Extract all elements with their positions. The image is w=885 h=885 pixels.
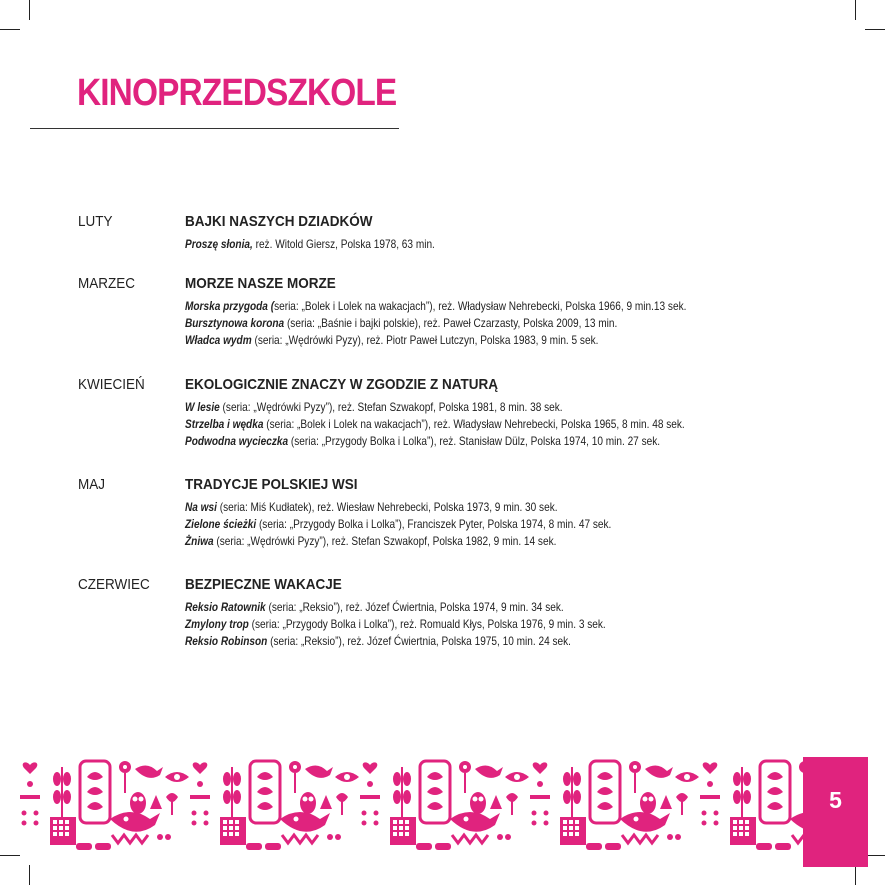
- folk-pattern-icon: [0, 757, 803, 867]
- film-details: (seria: Miś Kudłatek), reż. Wiesław Nehrebecki, Polska 1973, 9 min. 30 sek.: [216, 500, 558, 514]
- film-entry: [185, 332, 723, 349]
- film-title: Proszę słonia,: [185, 237, 253, 251]
- crop-mark: [29, 865, 30, 885]
- film-entry: [185, 399, 723, 416]
- film-title: Morska przygoda (: [185, 299, 275, 313]
- section-heading: MORZE NASZE MORZE: [185, 275, 336, 292]
- film-details: (seria: „Wędrówki Pyzy”), reż. Stefan Szwakopf, Polska 1982, 9 min. 14 sek.: [213, 534, 557, 548]
- film-entry: [185, 499, 723, 516]
- film-details: reż. Witold Giersz, Polska 1978, 63 min.: [252, 237, 435, 251]
- film-details: (seria: „Przygody Bolka i Lolka”), Franciszek Pyter, Polska 1974, 8 min. 47 sek.: [256, 517, 612, 531]
- page-number: 5: [829, 787, 842, 813]
- film-title: W lesie: [185, 400, 220, 414]
- section-content: [185, 476, 825, 550]
- film-entry: [185, 516, 723, 533]
- film-title: Na wsi: [185, 500, 217, 514]
- film-title: Władca wydm: [185, 333, 252, 347]
- section-content: [185, 376, 825, 450]
- film-details: (seria: „Bolek i Lolek na wakacjach”), reż. Władysław Nehrebecki, Polska 1965, 8 min. 48 sek.: [263, 417, 685, 431]
- crop-mark: [865, 29, 885, 30]
- film-entry: [185, 433, 723, 450]
- film-details: (seria: „Reksio”), reż. Józef Ćwiertnia, Polska 1974, 9 min. 34 sek.: [265, 600, 564, 614]
- film-details: (seria: „Przygody Bolka i Lolka”), reż. Romuald Kłys, Polska 1976, 9 min. 3 sek.: [248, 617, 606, 631]
- film-entry: [185, 315, 723, 332]
- film-entry: [185, 236, 723, 253]
- crop-mark: [855, 0, 856, 20]
- crop-mark: [855, 865, 856, 885]
- section-month: CZERWIEC: [78, 576, 150, 593]
- section-content: [185, 213, 825, 253]
- page-title: KINOPRZEDSZKOLE: [77, 72, 397, 114]
- film-title: Zielone ścieżki: [185, 517, 257, 531]
- page-number-box: [803, 757, 868, 867]
- title-rule: [30, 128, 399, 129]
- film-details: (seria: „Wędrówki Pyzy), reż. Piotr Paweł Lutczyn, Polska 1983, 9 min. 5 sek.: [251, 333, 599, 347]
- section-heading: BAJKI NASZYCH DZIADKÓW: [185, 213, 373, 230]
- film-title: Zmylony trop: [185, 617, 249, 631]
- film-title: Podwodna wycieczka: [185, 434, 289, 448]
- film-title: Żniwa: [185, 534, 214, 548]
- section-heading: BEZPIECZNE WAKACJE: [185, 576, 342, 593]
- film-title: Bursztynowa korona: [185, 316, 285, 330]
- film-title: Strzelba i wędka: [185, 417, 264, 431]
- crop-mark: [29, 0, 30, 20]
- film-entry: [185, 633, 723, 650]
- film-entry: [185, 298, 723, 315]
- film-details: seria: „Bolek i Lolek na wakacjach”), reż. Władysław Nehrebecki, Polska 1966, 9 min.13 sek.: [274, 299, 687, 313]
- section-month: KWIECIEŃ: [78, 376, 145, 393]
- section-heading: EKOLOGICZNIE ZNACZY W ZGODZIE Z NATURĄ: [185, 376, 498, 393]
- film-details: (seria: „Baśnie i bajki polskie), reż. Paweł Czarzasty, Polska 2009, 13 min.: [284, 316, 618, 330]
- film-title: Reksio Robinson: [185, 634, 268, 648]
- film-details: (seria: „Reksio”), reż. Józef Ćwiertnia, Polska 1975, 10 min. 24 sek.: [267, 634, 571, 648]
- section-heading: TRADYCJE POLSKIEJ WSI: [185, 476, 358, 493]
- crop-mark: [865, 855, 885, 856]
- section-content: [185, 576, 825, 650]
- section-month: LUTY: [78, 213, 113, 230]
- section-month: MARZEC: [78, 275, 136, 292]
- film-entry: [185, 616, 723, 633]
- film-entry: [185, 599, 723, 616]
- film-title: Reksio Ratownik: [185, 600, 266, 614]
- section-content: [185, 275, 825, 349]
- section-month: MAJ: [78, 476, 105, 493]
- film-entry: [185, 416, 723, 433]
- crop-mark: [0, 29, 20, 30]
- film-details: (seria: „Wędrówki Pyzy”), reż. Stefan Szwakopf, Polska 1981, 8 min. 38 sek.: [219, 400, 563, 414]
- film-entry: [185, 533, 723, 550]
- folk-ornament-border: [0, 757, 803, 867]
- film-details: (seria: „Przygody Bolka i Lolka”), reż. Stanisław Dülz, Polska 1974, 10 min. 27 sek.: [288, 434, 661, 448]
